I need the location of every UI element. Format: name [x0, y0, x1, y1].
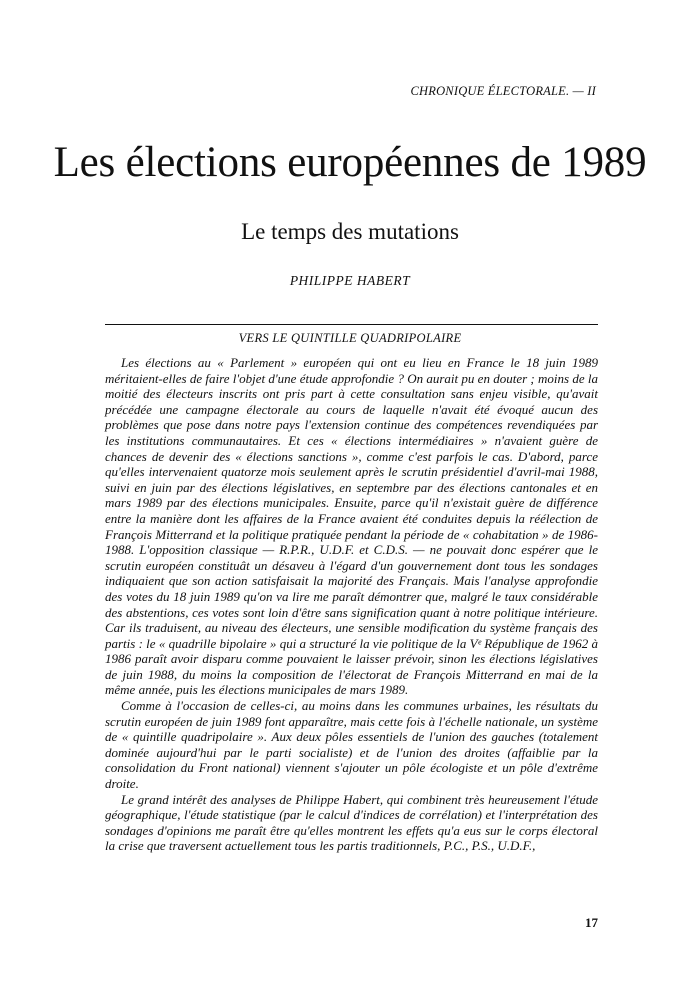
page-number: 17: [585, 915, 598, 930]
running-head: CHRONIQUE ÉLECTORALE. — II: [410, 84, 596, 98]
section-title: VERS LE QUINTILLE QUADRIPOLAIRE: [238, 331, 462, 345]
paragraph: Comme à l'occasion de celles-ci, au moins dans les communes urbaines, les résultats du scrutin européen de juin 1989 font apparaître, mais cette fois à l'échelle nationale, un système de « quintille quadripolaire ». Aux deux pôles essentiels de l'union des gauches (totalement dominée aujourd'hui par le parti socialiste) et de l'union des droites (affaiblie par la consolidation du Front national) viennent s'ajouter un pôle écologiste et un pôle d'extrême droite.: [105, 698, 598, 792]
paragraph: Le grand intérêt des analyses de Philippe Habert, qui combinent très heureusement l'étude géographique, l'étude statistique (par le calcul d'indices de corrélation) et l'interprétation des sondages d'opinions me paraît être qu'elles montrent les effets qu'a eus sur le corps électoral la crise que traversent actuellement tous les partis traditionnels, P.C., P.S., U.D.F.,: [105, 791, 598, 854]
paragraph: Les élections au « Parlement » européen qui ont eu lieu en France le 18 juin 1989 méritaient-elles de faire l'objet d'une étude approfondie ? On aurait pu en douter ; moins de la moitié des électeurs inscrits ont pris part à cette consultation sans enjeu visible, qu'avait précédée une campagne électorale au cours de laquelle n'avait été évoqué aucun des problèmes que pose dans notre pays l'extension continue des compétences revendiquées par les institutions communautaires. Et ces « élections intermédiaires » n'avaient guère de chances de devenir des « élections sanctions », comme c'est parfois le cas. D'abord, parce qu'elles intervenaient quatorze mois seulement après le scrutin présidentiel d'avril-mai 1988, suivi en juin par des élections législatives, en septembre par des élections cantonales et en mars 1989 par des élections municipales. Ensuite, parce qu'il n'existait guère de différence entre la manière dont les affaires de la France avaient été conduites depuis la réélection de François Mitterrand et la politique pratiquée pendant la période de « cohabitation » de 1986-1988. L'opposition classique — R.P.R., U.D.F. et C.D.S. — ne pouvait donc espérer que le scrutin européen constituât un désaveu à l'égard d'un gouvernement dont tous les sondages indiquaient que son action satisfaisait la majorité des Français. Mais l'analyse approfondie des votes du 18 juin 1989 qu'on va lire me paraît démontrer que, malgré le taux considérable des abstentions, ces votes sont loin d'être sans signification quant à notre politique intérieure. Car ils traduisent, au niveau des électeurs, une sensible modification du système français des partis : le « quadrille bipolaire » qui a structuré la vie politique de la Vᵉ République de 1962 à 1986 paraît avoir disparu comme pouvaient le laisser prévoir, sinon les élections législatives de juin 1988, du moins la composition de l'électorat de François Mitterrand en mai de la même année, puis les élections municipales de mars 1989.: [105, 355, 598, 698]
horizontal-rule: [105, 324, 598, 325]
article-subtitle: Le temps des mutations: [241, 219, 459, 244]
author-name: PHILIPPE HABERT: [289, 273, 411, 288]
body-text: [105, 355, 598, 854]
article-title: Les élections européennes de 1989: [53, 139, 647, 186]
